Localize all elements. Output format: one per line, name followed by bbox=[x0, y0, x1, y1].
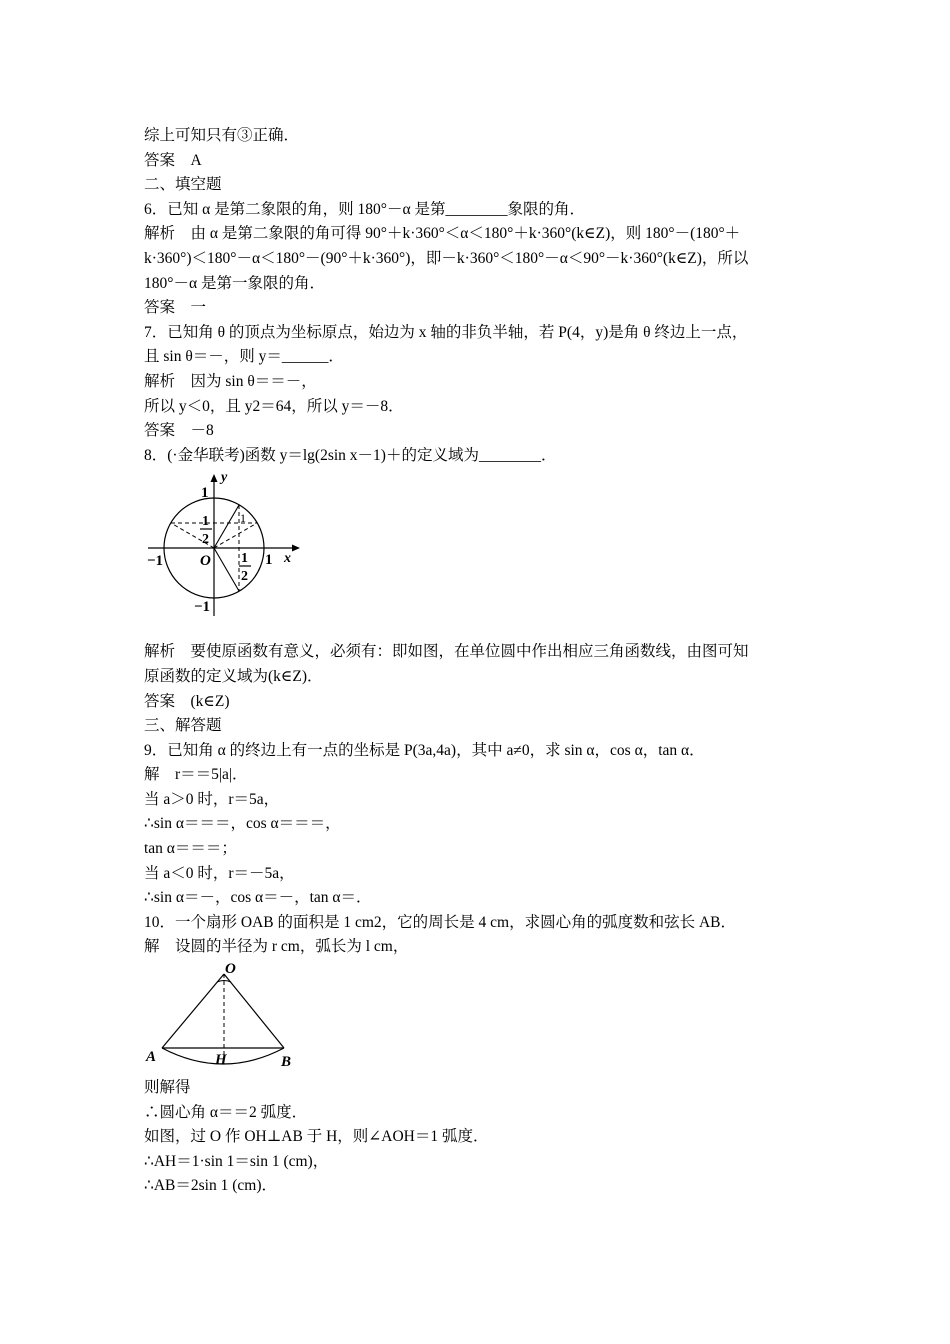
text-line: ∴AB＝2sin 1 (cm)． bbox=[144, 1177, 277, 1195]
x-axis-label: x bbox=[284, 551, 291, 567]
origin-label: O bbox=[200, 553, 211, 570]
text-line: 原函数的定义域为(k∈Z)． bbox=[144, 667, 323, 685]
text-line: 10．一个扇形 OAB 的面积是 1 cm2，它的周长是 4 cm，求圆心角的弧度数和弦长 AB． bbox=[144, 913, 737, 931]
top-right-mark: 1 bbox=[240, 511, 246, 526]
text-line: 9．已知角 α 的终边上有一点的坐标是 P(3a,4a)，其中 a≠0，求 sin α，cos α，tan α． bbox=[144, 741, 705, 759]
text-line: 答案 (k∈Z) bbox=[144, 692, 230, 710]
y-top-tick: 1 bbox=[201, 485, 209, 502]
half-y-numerator: 1 bbox=[202, 514, 209, 530]
document-page bbox=[144, 124, 824, 1199]
label-B: B bbox=[281, 1054, 292, 1071]
text-line: 7．已知角 θ 的顶点为坐标原点，始边为 x 轴的非负半轴，若 P(4，y)是角 θ 终边上一点， bbox=[144, 323, 748, 341]
half-x-numerator: 1 bbox=[241, 551, 248, 567]
text-line: 则解得 bbox=[144, 1079, 191, 1097]
text-line: 如图，过 O 作 OH⊥AB 于 H，则∠AOH＝1 弧度． bbox=[144, 1128, 489, 1146]
text-line: 且 sin θ＝－，则 y＝______． bbox=[144, 348, 344, 366]
half-x-denominator: 2 bbox=[241, 569, 248, 585]
half-y-denominator: 2 bbox=[202, 532, 209, 548]
x-left-tick: −1 bbox=[147, 553, 164, 570]
y-bottom-tick: −1 bbox=[194, 599, 211, 616]
text-block-1 bbox=[144, 124, 824, 468]
sector-figure bbox=[144, 960, 304, 1072]
unit-circle-figure bbox=[144, 470, 304, 620]
x-right-tick: 1 bbox=[265, 552, 273, 569]
text-block-3 bbox=[144, 1076, 824, 1199]
text-block-2 bbox=[144, 640, 824, 960]
text-line: 解 设圆的半径为 r cm，弧长为 l cm， bbox=[144, 938, 409, 956]
text-line: tan α＝＝＝； bbox=[144, 840, 237, 858]
text-line: 解析 要使原函数有意义，必须有：即如图，在单位圆中作出相应三角函数线，由图可知 bbox=[144, 643, 749, 661]
text-line: 解 r＝＝5|a|． bbox=[144, 766, 248, 784]
text-line: 答案 A bbox=[144, 151, 202, 169]
text-line: 解析 因为 sin θ＝＝－， bbox=[144, 372, 317, 390]
text-line: 解析 由 α 是第二象限的角可得 90°＋k·360°＜α＜180°＋k·360°(k∈Z)，则 180°－(180°＋ bbox=[144, 225, 741, 243]
text-line: ∴sin α＝－，cos α＝－，tan α＝． bbox=[144, 889, 372, 907]
text-line: 答案 一 bbox=[144, 299, 207, 317]
text-line: ∴AH＝1·sin 1＝sin 1 (cm)， bbox=[144, 1152, 329, 1170]
text-line: ∴圆心角 α＝＝2 弧度． bbox=[144, 1103, 308, 1121]
text-line: 所以 y＜0，且 y2＝64，所以 y＝－8． bbox=[144, 397, 404, 415]
text-line: 当 a＞0 时，r＝5a， bbox=[144, 790, 280, 808]
text-line: 6．已知 α 是第二象限的角，则 180°－α 是第________象限的角． bbox=[144, 200, 585, 218]
text-line: 二、填空题 bbox=[144, 176, 222, 194]
text-line: 答案 －8 bbox=[144, 422, 214, 440]
text-line: k·360°)＜180°－α＜180°－(90°＋k·360°)，即－k·360°＜180°－α＜90°－k·360°(k∈Z)，所以 bbox=[144, 249, 749, 267]
text-line: 8．(·金华联考)函数 y＝lg(2sin x－1)＋的定义域为________． bbox=[144, 446, 557, 464]
text-line: 综上可知只有③正确． bbox=[144, 127, 300, 144]
y-axis-label: y bbox=[221, 470, 228, 486]
text-line: 三、解答题 bbox=[144, 717, 222, 735]
text-line: 当 a＜0 时，r＝－5a， bbox=[144, 864, 295, 882]
text-line: ∴sin α＝＝＝，cos α＝＝＝， bbox=[144, 815, 341, 833]
text-line: 180°－α 是第一象限的角． bbox=[144, 274, 325, 292]
label-H: H bbox=[215, 1052, 227, 1069]
label-A: A bbox=[146, 1049, 157, 1066]
label-O: O bbox=[225, 961, 236, 978]
